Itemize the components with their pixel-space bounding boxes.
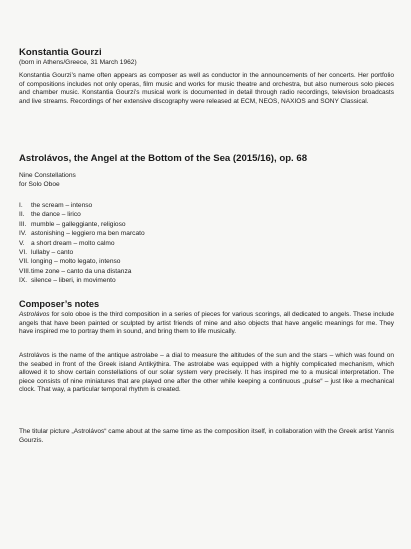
movement-number: II. [19,211,25,219]
movement-text: the scream – intenso [31,202,93,209]
movement-item [19,229,394,238]
work-title: Astrolávos, the Angel at the Bottom of the Sea (2015/16), op. 68 [19,153,308,164]
movement-item [19,201,394,210]
notes-heading: Composer’s notes [19,299,100,309]
movement-number: V. [19,239,25,247]
composer-name: Konstantia Gourzi [19,47,102,58]
movement-text: silence – liberi, in movimento [31,277,116,285]
notes-paragraph-2: Astrolávos is the name of the antique astrolabe – a dial to measure the altitudes of the sun and the stars – which was found on the seabed in front of the Greek island Antikýthira. The astrolabe was equipped with a highly complicated mechanism, which allowed it to show certain constellations of our solar system very precisely. It has inspired me to a musical interpretation. The piece consists of nine miniatures that are played one after the other while keeping a continuous „pulse“ – just like a mechanical clock. That way, a particular temporal rhythm is created. [19,352,394,394]
movement-number: I. [19,202,23,209]
movement-text: time zone – canto da una distanza [31,267,132,275]
notes-paragraph-1-title: Astrolávos [19,311,50,318]
movement-number: VI. [19,249,28,257]
movement-text: a short dream – molto calmo [31,239,115,247]
movement-item [19,220,394,229]
movement-text: longing – molto legato, intenso [31,258,121,266]
composer-bio: Konstantia Gourzi’s name often appears as composer as well as conductor in the announcements of her concerts. Her portfolio of compositions includes not only operas, film music and works for music theatre and orchestra, but also numerous solo pieces and chamber music. Konstantia Gourzi’s musical work is documented in detail through radio recordings, television broadcasts and live streams. Recordings of her extensive discography were released at ECM, NEOS, NAXIOS and SONY Classical. [19,72,394,105]
movement-item [19,210,394,219]
movement-text: mumble – galleggiante, religioso [31,220,126,228]
movement-item [19,248,394,257]
work-subtitle-line2: for Solo Oboe [19,181,60,188]
notes-paragraph-3: The titular picture „Astrolávos“ came about at the same time as the composition itself, in collaboration with the Greek artist Yannis Gourzis. [19,428,394,444]
movement-number: III. [19,220,27,228]
movement-text: the dance – lirico [31,211,81,219]
composer-birth: (born in Athens/Greece, 31 March 1962) [19,59,137,66]
notes-paragraph-1-text: for solo oboe is the third composition in a series of pieces for various scorings, all dedicated to angels. These include angels that have been painted or sculpted by artist friends of mine and also objects that have angelic meanings for me. They have inspired me to portray them in sound, and bring them to life musically. [19,311,394,336]
movement-number: IX. [19,277,28,285]
movement-text: lullaby – canto [31,249,74,257]
movement-number: VII. [19,258,29,266]
movement-number: VIII. [19,267,31,275]
movement-text: astonishing – leggiero ma ben marcato [31,230,145,238]
work-subtitle-line1: Nine Constellations [19,172,76,179]
movement-item [19,257,394,266]
movement-item [19,239,394,248]
movement-item [19,276,394,285]
notes-paragraph-1 [19,311,394,337]
movement-number: IV. [19,230,27,238]
movement-list [19,201,394,286]
movement-item [19,267,394,276]
